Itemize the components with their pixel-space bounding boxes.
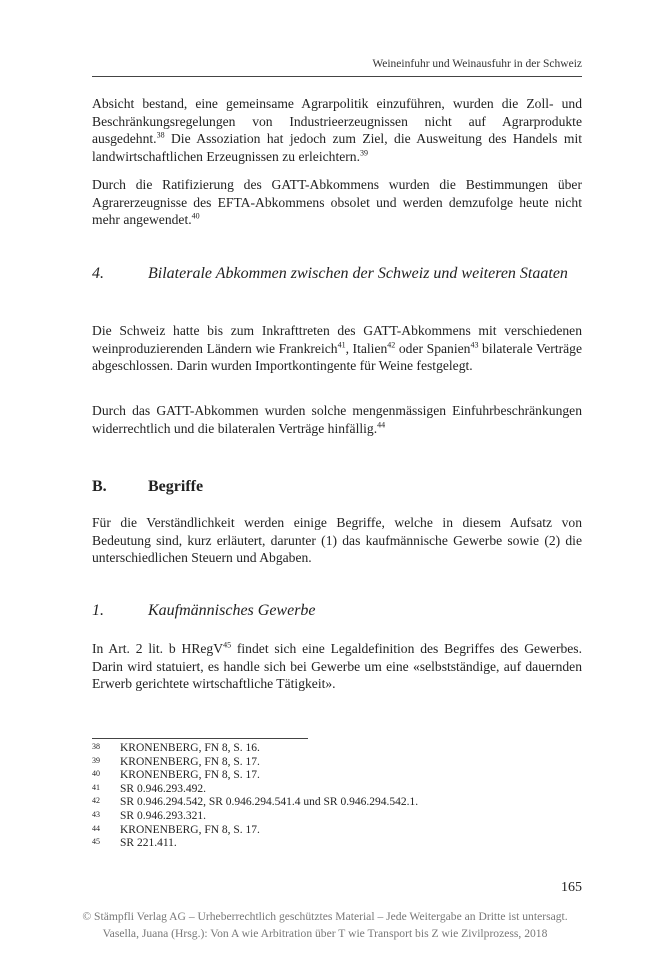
footnote-ref[interactable]: 43 xyxy=(470,340,479,350)
paragraph-text: In Art. 2 lit. b HRegV xyxy=(92,641,224,656)
paragraph-text: bilaterale Verträge abgeschlossen. Darin wurden Importkontingente für Weine festgelegt. xyxy=(92,340,582,374)
copyright-line: © Stämpfli Verlag AG – Urheberrechtlich geschütztes Material – Jede Weitergabe an Dritte ist untersagt. xyxy=(82,910,568,923)
footnote-item xyxy=(92,824,582,838)
heading-number: 1. xyxy=(92,602,104,619)
footnote-item xyxy=(92,796,582,810)
heading-text: Kaufmännisches Gewerbe xyxy=(148,602,316,619)
footnote-ref[interactable]: 40 xyxy=(191,211,200,221)
footnote-item xyxy=(92,756,582,770)
footnote-ref[interactable]: 44 xyxy=(377,420,386,430)
footnote-number: 39 xyxy=(92,755,100,765)
footnote-number: 40 xyxy=(92,769,100,779)
paragraph-text: Die Assoziation hat jedoch zum Ziel, die Ausweitung des Handels mit landwirtschaftlichen Erzeugnissen zu erleichtern. xyxy=(92,131,582,164)
footnote-ref[interactable]: 38 xyxy=(156,130,165,140)
paragraph-text: Durch die Ratifizierung des GATT-Abkommens wurden die Bestimmungen über Agrarerzeugnisse des EFTA-Abkommens obsolet und werden demzufolge heute nicht mehr angewendet. xyxy=(92,177,582,228)
footnote-ref[interactable]: 39 xyxy=(360,148,368,158)
paragraph-text: Die Schweiz hatte bis zum Inkrafttreten des GATT-Abkommens mit verschiedenen weinproduzierenden Ländern wie Frankreich xyxy=(92,323,582,356)
footnote-ref[interactable]: 41 xyxy=(337,340,346,350)
running-header: Weineinfuhr und Weinausfuhr in der Schweiz xyxy=(372,58,582,70)
paragraph-1 xyxy=(92,95,582,165)
citation-line: Vasella, Juana (Hrsg.): Von A wie Arbitration über T wie Transport bis Z wie Zivilprozess, 2018 xyxy=(102,927,548,940)
footnote-item xyxy=(92,783,582,797)
footnote-number: 45 xyxy=(92,837,100,847)
paragraph-text: findet sich eine Legaldefinition des Begriffes des Gewerbes. Darin wird statuiert, es handle sich bei Gewerbe um eine «selbstständige, auf dauernden Erwerb gerichtete wirtschaftliche Tätigkeit». xyxy=(92,641,582,692)
footnote-rule xyxy=(92,738,308,739)
paragraph-3 xyxy=(92,322,582,375)
page-number: 165 xyxy=(561,880,582,895)
footnote-text: SR 0.946.293.492. xyxy=(120,782,206,795)
footnote-number: 41 xyxy=(92,782,100,792)
footnote-number: 42 xyxy=(92,796,100,806)
heading-text: Begriffe xyxy=(148,478,204,495)
paragraph-6 xyxy=(92,640,582,693)
paragraph-text: Durch das GATT-Abkommen wurden solche mengenmässigen Einfuhrbeschränkungen widerrechtlich und die bilateralen Verträge hinfällig. xyxy=(92,403,582,436)
footnote-item xyxy=(92,742,582,756)
footnote-number: 43 xyxy=(92,809,100,819)
footnote-item xyxy=(92,810,582,824)
footnote-item xyxy=(92,769,582,783)
paragraph-text: , Italien xyxy=(345,340,388,356)
footnote-number: 44 xyxy=(92,823,100,833)
footnote-text: KRONENBERG, FN 8, S. 17. xyxy=(120,769,260,782)
footnote-text: SR 0.946.293.321. xyxy=(120,809,206,822)
footnote-ref[interactable]: 45 xyxy=(223,640,232,650)
paragraph-4 xyxy=(92,402,582,437)
footnote-text: SR 221.411. xyxy=(120,837,177,850)
footnote-item xyxy=(92,837,582,851)
footnotes xyxy=(92,742,582,851)
paragraph-text: Absicht bestand, eine gemeinsame Agrarpolitik einzuführen, wurden die Zoll- und Beschränkungsregelungen von Industrieerzeugnissen nicht auf Agrarprodukte ausgedehnt. xyxy=(92,96,582,147)
paragraph-5 xyxy=(92,514,582,567)
header-rule xyxy=(92,76,582,77)
footnote-number: 38 xyxy=(92,742,100,751)
footnote-text: KRONENBERG, FN 8, S. 17. xyxy=(120,823,260,836)
heading-number: B. xyxy=(92,478,107,495)
footnote-text: SR 0.946.294.542, SR 0.946.294.541.4 und SR 0.946.294.542.1. xyxy=(120,796,419,809)
footnote-ref[interactable]: 42 xyxy=(387,340,396,350)
copyright-notice xyxy=(0,908,650,942)
footnote-text: KRONENBERG, FN 8, S. 16. xyxy=(120,742,260,754)
heading-text: Bilaterale Abkommen zwischen der Schweiz und weiteren Staaten xyxy=(148,265,568,282)
paragraph-text: Für die Verständlichkeit werden einige Begriffe, welche in diesem Aufsatz von Bedeutung sind, kurz erläutert, darunter (1) das kaufmännische Gewerbe sowie (2) die unterschiedlichen Steuern und Abgaben. xyxy=(92,515,582,566)
paragraph-2 xyxy=(92,176,582,229)
footnote-text: KRONENBERG, FN 8, S. 17. xyxy=(120,755,260,768)
heading-number: 4. xyxy=(92,265,104,282)
paragraph-text: oder Spanien xyxy=(395,340,471,356)
